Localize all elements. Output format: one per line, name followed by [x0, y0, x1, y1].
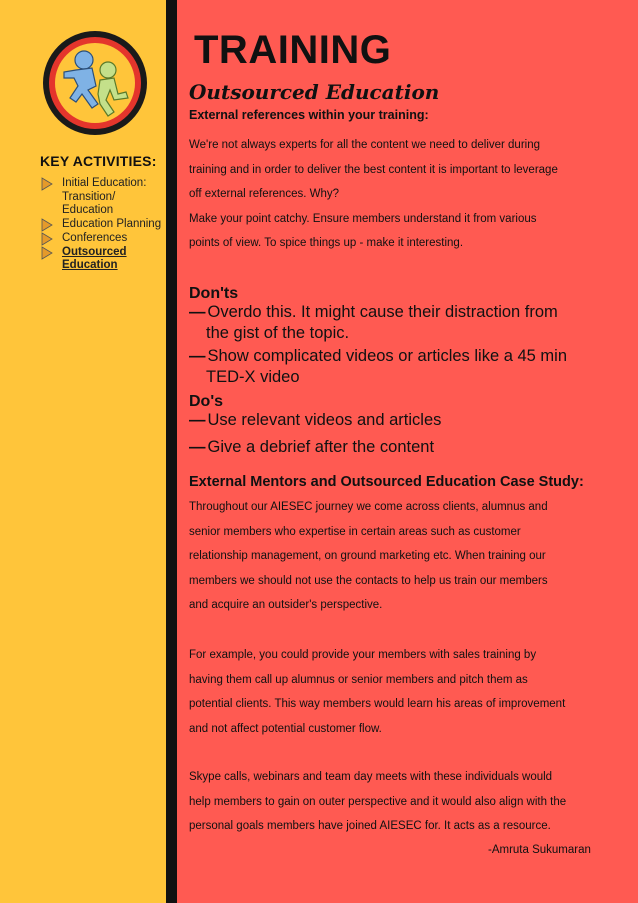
case-study-paragraph-3 [189, 765, 609, 839]
intro-line: points of view. To spice things up - make it interesting. [189, 237, 464, 249]
case-study-line: and acquire an outsider's perspective. [189, 599, 383, 611]
triangle-arrow-icon [40, 177, 54, 191]
case-study-line: personal goals members have joined AIESEC for. It acts as a resource. [189, 820, 551, 832]
intro-paragraph [189, 133, 609, 256]
em-dash-icon: — [189, 411, 206, 429]
triangle-arrow-icon [40, 232, 54, 246]
key-activity-education-planning[interactable] [40, 218, 164, 232]
donts-item-text: Overdo this. It might cause their distraction from [207, 303, 558, 321]
dos-item-text: Use relevant videos and articles [207, 411, 442, 429]
intro-line: off external references. Why? [189, 188, 339, 200]
donts-item [189, 346, 609, 388]
em-dash-icon: — [189, 347, 206, 365]
case-study-line: relationship management, on ground marketing etc. When training our [189, 550, 546, 562]
triangle-arrow-icon [40, 218, 54, 232]
key-activity-label: Conferences [62, 231, 128, 244]
signature: -Amruta Sukumaran [488, 844, 591, 856]
donts-item-text: Show complicated videos or articles like a 45 min [207, 347, 567, 365]
triangle-arrow-icon [40, 246, 54, 260]
case-study-line: having them call up alumnus or senior members and pitch them as [189, 673, 528, 686]
case-study-line: members we should not use the contacts to help us train our members [189, 574, 548, 587]
case-study-heading: External Mentors and Outsourced Education Case Study: [189, 474, 584, 490]
page-subtitle: Outsourced Education [189, 80, 440, 104]
page-title: TRAINING [194, 28, 392, 72]
dos-item [189, 437, 609, 458]
intro-heading: External references within your training: [189, 108, 429, 122]
donts-item-text: the gist of the topic. [206, 324, 350, 342]
donts-item [189, 302, 609, 344]
intro-line: We're not always experts for all the content we need to deliver during [189, 139, 541, 151]
em-dash-icon: — [189, 303, 206, 321]
em-dash-icon: — [189, 438, 206, 456]
running-figures-logo [40, 28, 150, 138]
donts-heading: Don'ts [189, 285, 239, 302]
key-activity-label: Outsourced Education [62, 245, 127, 271]
intro-line: training and in order to deliver the best content it is important to leverage [189, 163, 558, 176]
key-activity-outsourced-education[interactable] [40, 246, 164, 273]
dos-heading: Do's [189, 393, 224, 410]
key-activity-label: Education Planning [62, 217, 162, 230]
case-study-line: Skype calls, webinars and team day meets with these individuals would [189, 771, 553, 783]
donts-item-text: TED-X video [206, 368, 300, 386]
key-activity-label: Initial Education: Transition/ Education [62, 177, 147, 216]
dos-item [189, 410, 609, 431]
case-study-paragraph-2 [189, 643, 609, 741]
case-study-line: For example, you could provide your members with sales training by [189, 649, 537, 661]
case-study-line: potential clients. This way members would learn his areas of improvement [189, 698, 566, 710]
key-activities-list [40, 177, 164, 273]
column-divider [166, 0, 177, 903]
intro-line: Make your point catchy. Ensure members understand it from various [189, 212, 537, 225]
case-study-line: and not affect potential customer flow. [189, 722, 382, 735]
case-study-line: senior members who expertise in certain areas such as customer [189, 525, 521, 538]
key-activity-initial-education[interactable] [40, 177, 164, 218]
key-activity-conferences[interactable] [40, 232, 164, 246]
case-study-line: help members to gain on outer perspective and it would also align with the [189, 795, 567, 808]
case-study-paragraph-1 [189, 495, 609, 618]
key-activities-title: KEY ACTIVITIES: [40, 153, 157, 169]
case-study-line: Throughout our AIESEC journey we come across clients, alumnus and [189, 501, 548, 513]
dos-item-text: Give a debrief after the content [207, 438, 435, 456]
